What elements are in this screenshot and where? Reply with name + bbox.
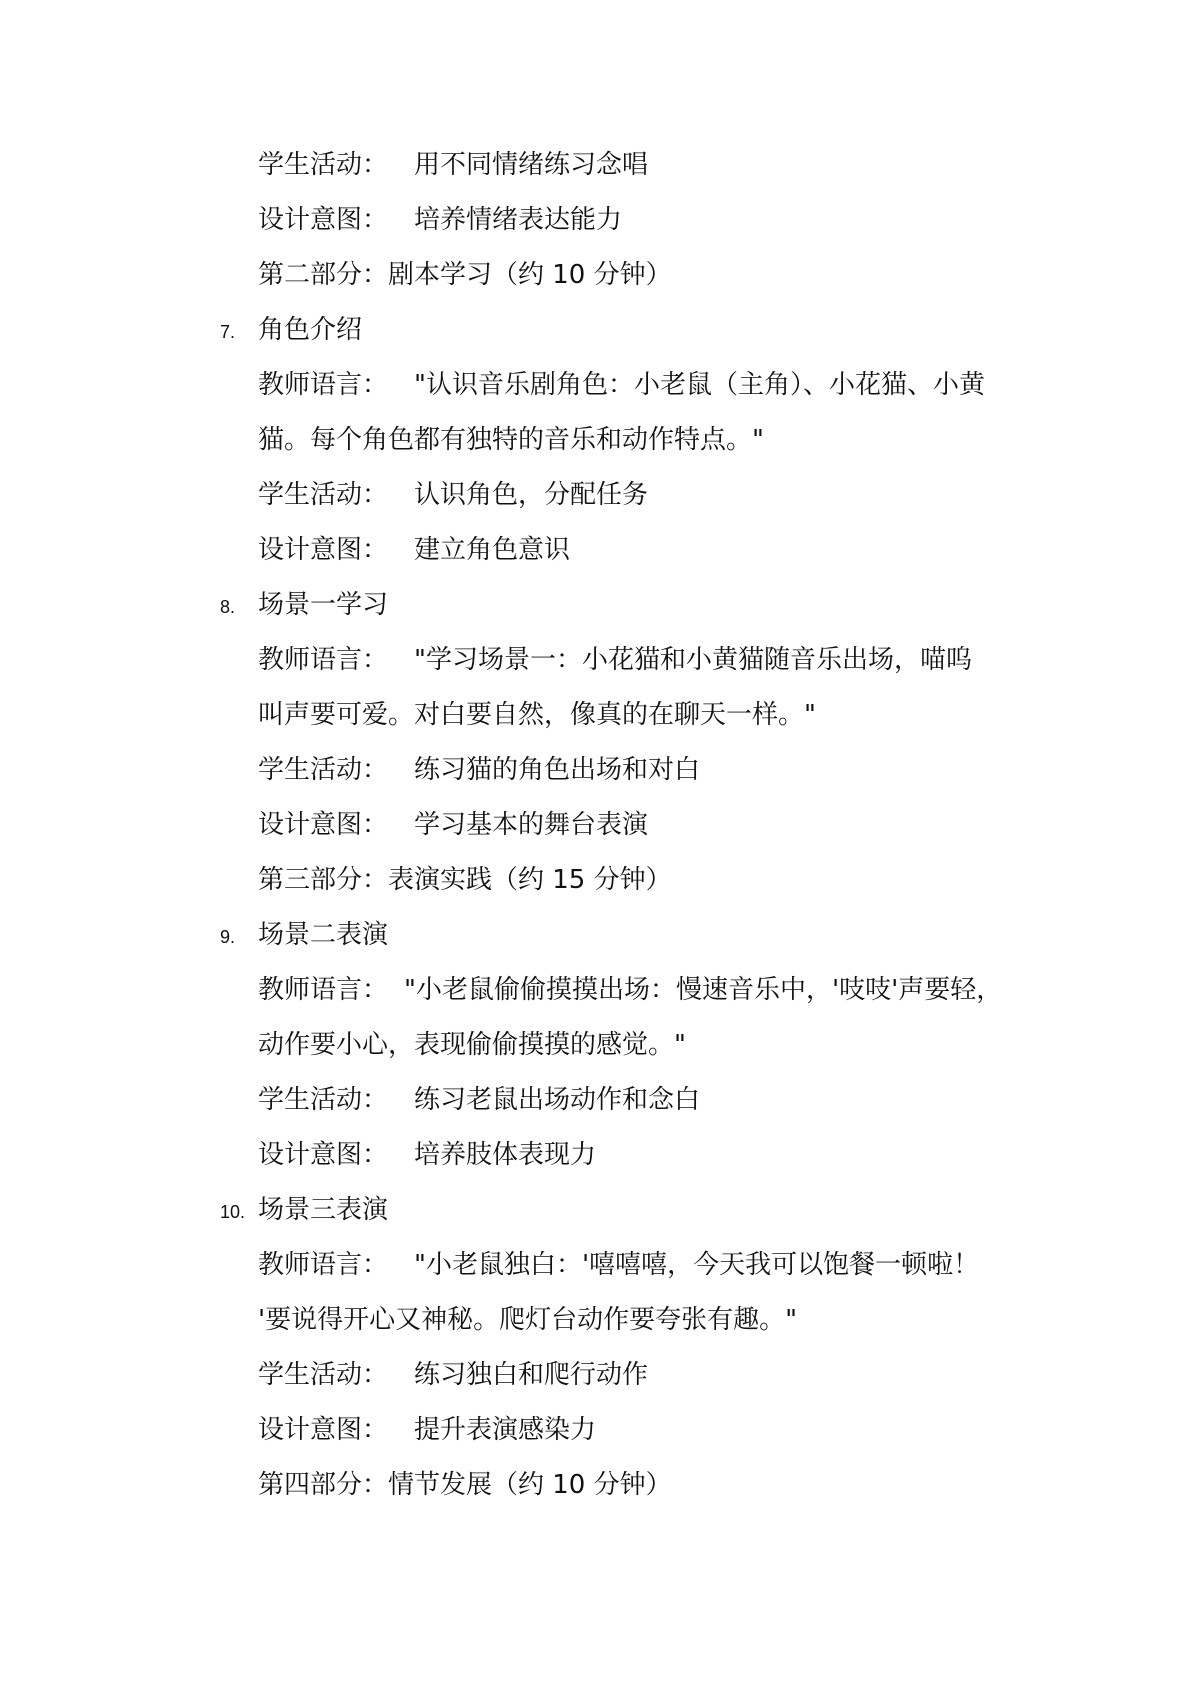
list-item-number: 9. [220,927,236,947]
list-item-10-title [220,1190,388,1230]
section-heading-part3: 第三部分：表演实践（约 15 分钟） [258,865,672,895]
item10-design-intent [258,1410,1058,1450]
item10-teacher-line2: '要说得开心又神秘。爬灯台动作要夸张有趣。" [258,1305,798,1335]
item8-student-activity [258,750,1058,790]
item9-student-activity [258,1080,1058,1120]
design-intent-text: 培养肢体表现力 [414,1140,597,1170]
list-item-9-title [220,915,388,955]
student-activity-text: 练习独白和爬行动作 [414,1360,649,1390]
list-item-number: 8. [220,597,236,617]
teacher-language-label: 教师语言： [258,975,389,1005]
list-item-8-title [220,585,388,625]
design-intent-text: 学习基本的舞台表演 [414,810,649,840]
item9-teacher-line2: 动作要小心，表现偷偷摸摸的感觉。" [258,1030,686,1060]
section-heading-part2: 第二部分：剧本学习（约 10 分钟） [258,260,672,290]
list-item-7-title [220,310,362,350]
teacher-language-text: "学习场景一：小花猫和小黄猫随音乐出场，喵呜 [414,645,972,675]
student-activity-text: 练习老鼠出场动作和念白 [414,1085,701,1115]
item9-design-intent [258,1135,1058,1175]
teacher-language-label: 教师语言： [258,370,389,400]
student-activity-label: 学生活动： [258,755,389,785]
item8-design-intent [258,805,1058,845]
student-activity-text: 认识角色，分配任务 [414,480,649,510]
item7-student-activity [258,475,1058,515]
list-item-title: 场景二表演 [258,920,389,950]
list-item-title: 角色介绍 [258,315,363,345]
item9-teacher-line1 [258,970,1058,1010]
student-activity-text: 用不同情绪练习念唱 [414,150,649,180]
design-intent-text: 培养情绪表达能力 [414,205,623,235]
item8-teacher-line2: 叫声要可爱。对白要自然，像真的在聊天一样。" [258,700,816,730]
item7-design-intent [258,530,1058,570]
student-activity-label: 学生活动： [258,1085,389,1115]
design-intent-label: 设计意图： [258,205,389,235]
section-heading-part4: 第四部分：情节发展（约 10 分钟） [258,1470,672,1500]
item7-teacher-line1 [258,365,1058,405]
student-activity-label: 学生活动： [258,480,389,510]
list-item-title: 场景一学习 [258,590,389,620]
list-item-number: 10. [220,1202,246,1222]
student-activity-text: 练习猫的角色出场和对白 [414,755,701,785]
teacher-language-text: "认识音乐剧角色：小老鼠（主角）、小花猫、小黄 [414,370,985,400]
teacher-language-label: 教师语言： [258,1250,389,1280]
item8-teacher-line1 [258,640,1058,680]
teacher-language-text: "小老鼠偷偷摸摸出场：慢速音乐中，'吱吱'声要轻， [404,975,1003,1005]
design-intent-text: 提升表演感染力 [414,1415,597,1445]
design-intent-label: 设计意图： [258,535,389,565]
list-item-number: 7. [220,322,236,342]
list-item-title: 场景三表演 [258,1195,389,1225]
student-activity-label: 学生活动： [258,1360,389,1390]
top-design-intent [258,200,1058,240]
item10-student-activity [258,1355,1058,1395]
design-intent-label: 设计意图： [258,810,389,840]
design-intent-label: 设计意图： [258,1140,389,1170]
teacher-language-label: 教师语言： [258,645,389,675]
item10-teacher-line1 [258,1245,1058,1285]
design-intent-label: 设计意图： [258,1415,389,1445]
teacher-language-text: "小老鼠独白：'嘻嘻嘻，今天我可以饱餐一顿啦！ [414,1250,980,1280]
top-student-activity [258,145,1058,185]
design-intent-text: 建立角色意识 [414,535,571,565]
item7-teacher-line2: 猫。每个角色都有独特的音乐和动作特点。" [258,425,764,455]
student-activity-label: 学生活动： [258,150,389,180]
